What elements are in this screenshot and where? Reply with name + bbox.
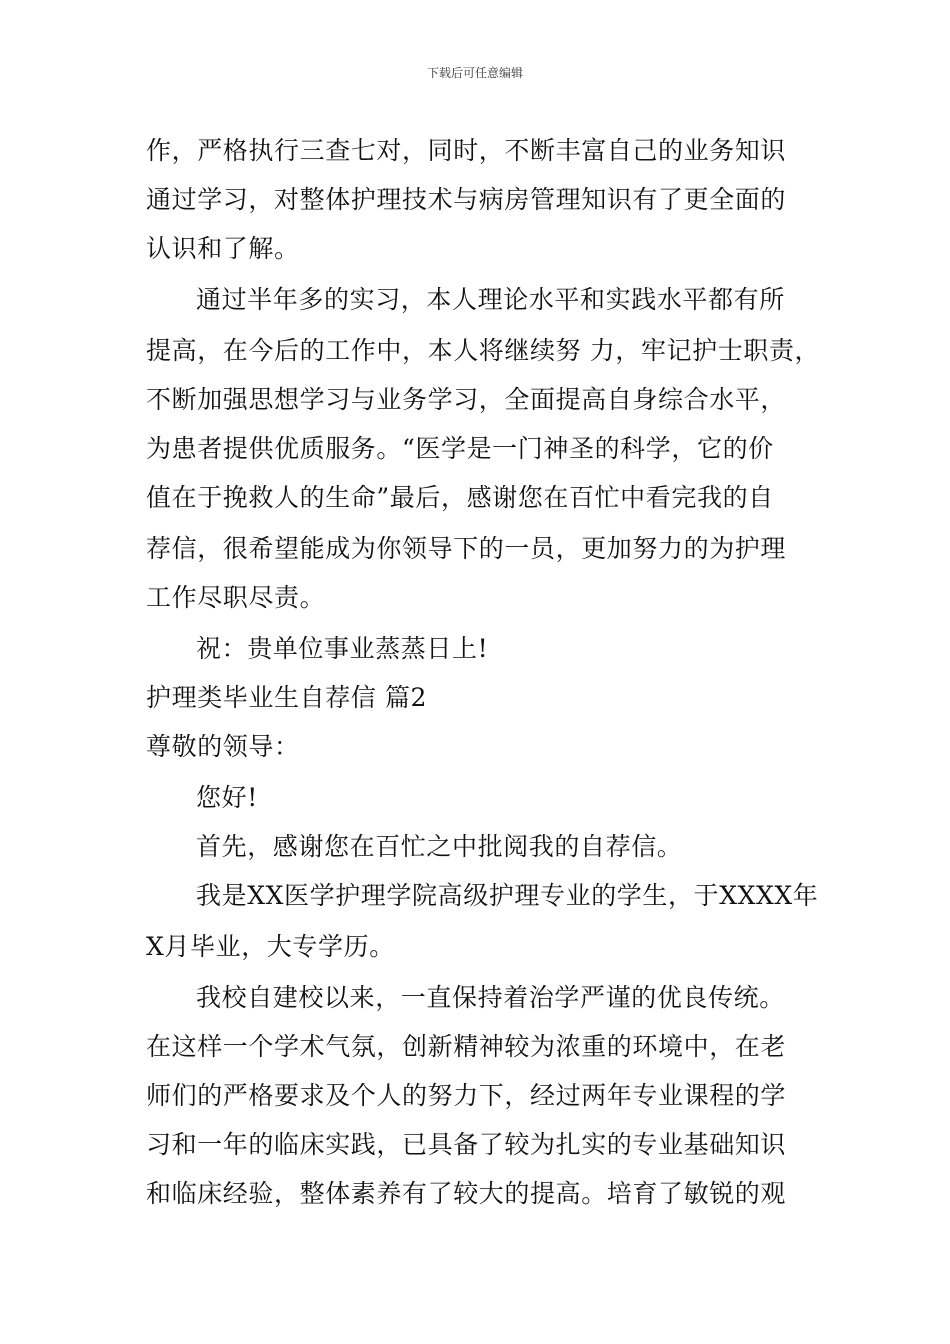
text-line: 提高，在今后的工作中，本人将继续努 力，牢记护士职责， xyxy=(146,336,821,365)
text-line: 认识和了解。 xyxy=(146,234,300,263)
text-line: 和临床经验，整体素养有了较大的提高。培育了敏锐的观 xyxy=(146,1179,787,1208)
text-line: X月毕业，大专学历。 xyxy=(146,932,395,961)
text-line: 为患者提供优质服务。“医学是一门神圣的科学，它的价 xyxy=(146,434,774,463)
paragraph-start-line: 首先，感谢您在百忙之中批阅我的自荐信。 xyxy=(196,832,683,861)
text-line: 工作尽职尽责。 xyxy=(146,583,326,612)
text-line: 师们的严格要求及个人的努力下，经过两年专业课程的学 xyxy=(146,1081,787,1110)
text-line: 通过学习，对整体护理技术与病房管理知识有了更全面的 xyxy=(146,185,787,214)
text-line: 习和一年的临床实践，已具备了较为扎实的专业基础知识 xyxy=(146,1130,787,1159)
text-line: 荐信，很希望能成为你领导下的一员，更加努力的为护理 xyxy=(146,534,787,563)
greeting: 您好! xyxy=(196,783,258,812)
closing-wish: 祝：贵单位事业蒸蒸日上! xyxy=(196,634,489,663)
text-line: 值在于挽救人的生命”最后，感谢您在百忙中看完我的自 xyxy=(146,483,774,512)
text-line: 在这样一个学术气氛，创新精神较为浓重的环境中，在老 xyxy=(146,1032,787,1061)
salutation: 尊敬的领导： xyxy=(146,732,300,761)
text-line: 不断加强思想学习与业务学习，全面提高自身综合水平， xyxy=(146,385,787,414)
paragraph-start-line: 我校自建校以来，一直保持着治学严谨的优良传统。 xyxy=(196,983,785,1012)
text-line: 作，严格执行三查七对，同时，不断丰富自己的业务知识 xyxy=(146,136,787,165)
page-header-note: 下载后可任意编辑 xyxy=(426,66,523,80)
paragraph-start-line: 通过半年多的实习，本人理论水平和实践水平都有所 xyxy=(196,285,785,314)
paragraph-start-line: 我是XX医学护理学院高级护理专业的学生，于XXXX年 xyxy=(196,881,819,910)
section-title: 护理类毕业生自荐信 篇2 xyxy=(146,683,428,712)
